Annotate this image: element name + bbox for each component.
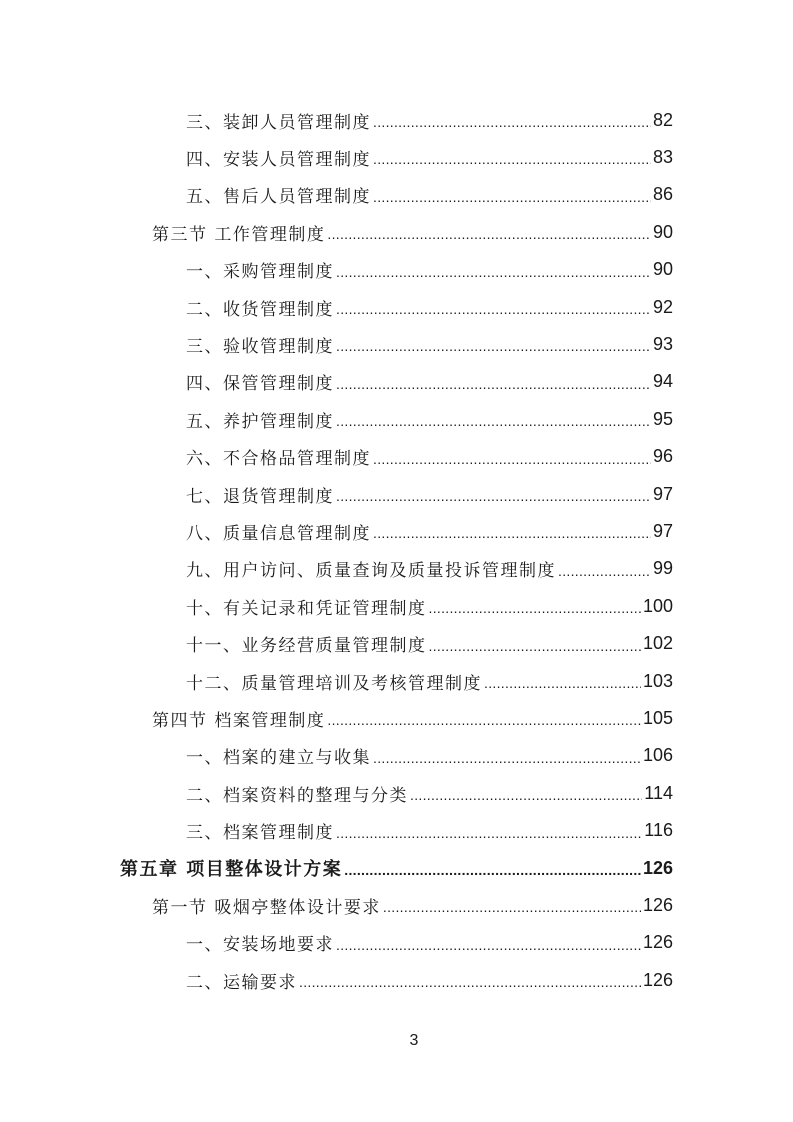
toc-entry-page: 126 xyxy=(642,969,673,990)
toc-entry-title: 四、保管管理制度 xyxy=(186,374,334,395)
toc-item-entry[interactable] xyxy=(186,179,673,211)
toc-entry-title: 三、验收管理制度 xyxy=(186,336,334,357)
dot-leader xyxy=(373,521,651,541)
toc-entry-page: 92 xyxy=(652,296,673,317)
toc-item-entry[interactable] xyxy=(186,478,673,510)
toc-entry-page: 114 xyxy=(644,782,673,803)
toc-item-entry[interactable] xyxy=(186,441,673,473)
dot-leader xyxy=(429,634,641,654)
toc-item-entry[interactable] xyxy=(186,515,673,547)
toc-entry-title: 三、装卸人员管理制度 xyxy=(186,112,371,133)
toc-section-entry[interactable] xyxy=(152,702,673,734)
dot-leader xyxy=(336,821,642,841)
dot-leader xyxy=(383,895,641,915)
toc-entry-title: 二、收货管理制度 xyxy=(186,299,334,320)
toc-entry-page: 126 xyxy=(642,894,673,915)
dot-leader xyxy=(429,596,641,616)
toc-entry-page: 97 xyxy=(652,520,673,541)
toc-entry-page: 86 xyxy=(652,184,673,205)
toc-item-entry[interactable] xyxy=(186,777,673,809)
dot-leader xyxy=(336,297,651,317)
toc-entry-page: 105 xyxy=(642,707,673,728)
toc-entry-page: 106 xyxy=(642,745,673,766)
toc-item-entry[interactable] xyxy=(186,141,673,173)
toc-entry-title: 六、不合格品管理制度 xyxy=(186,449,371,470)
dot-leader xyxy=(336,260,651,280)
toc-entry-title: 第五章 项目整体设计方案 xyxy=(120,859,343,880)
dot-leader xyxy=(336,409,651,429)
toc-section-entry[interactable] xyxy=(152,889,673,921)
toc-item-entry[interactable] xyxy=(186,403,673,435)
dot-leader xyxy=(344,858,641,878)
toc-entry-page: 100 xyxy=(642,595,673,616)
toc-entry-title: 第一节 吸烟亭整体设计要求 xyxy=(152,897,381,918)
toc-item-entry[interactable] xyxy=(186,628,673,660)
toc-item-entry[interactable] xyxy=(186,740,673,772)
toc-entry-page: 93 xyxy=(652,333,673,354)
toc-item-entry[interactable] xyxy=(186,927,673,959)
toc-entry-title: 四、安装人员管理制度 xyxy=(186,149,371,170)
toc-entry-page: 96 xyxy=(652,446,673,467)
toc-entry-title: 十二、质量管理培训及考核管理制度 xyxy=(186,673,482,694)
toc-entry-page: 126 xyxy=(642,857,673,878)
dot-leader xyxy=(336,372,651,392)
toc-entry-title: 五、养护管理制度 xyxy=(186,411,334,432)
dot-leader xyxy=(373,110,651,130)
toc-entry-title: 九、用户访问、质量查询及质量投诉管理制度 xyxy=(186,561,556,582)
toc-entry-title: 二、运输要求 xyxy=(186,972,297,993)
toc-entry-title: 一、采购管理制度 xyxy=(186,262,334,283)
dot-leader xyxy=(327,708,641,728)
toc-entry-page: 126 xyxy=(642,932,673,953)
toc-entry-page: 97 xyxy=(652,483,673,504)
dot-leader xyxy=(373,746,641,766)
toc-entry-title: 一、档案的建立与收集 xyxy=(186,748,371,769)
toc-item-entry[interactable] xyxy=(186,366,673,398)
toc-entry-page: 95 xyxy=(652,408,673,429)
toc-entry-title: 五、售后人员管理制度 xyxy=(186,187,371,208)
dot-leader xyxy=(336,484,651,504)
toc-entry-title: 十一、业务经营质量管理制度 xyxy=(186,636,427,657)
dot-leader xyxy=(336,933,641,953)
dot-leader xyxy=(327,222,651,242)
toc-entry-title: 八、质量信息管理制度 xyxy=(186,523,371,544)
dot-leader xyxy=(336,334,651,354)
toc-entry-title: 第四节 档案管理制度 xyxy=(152,710,326,731)
toc-item-entry[interactable] xyxy=(186,964,673,996)
toc-item-entry[interactable] xyxy=(186,665,673,697)
page-number: 3 xyxy=(409,1032,419,1049)
toc-item-entry[interactable] xyxy=(186,590,673,622)
toc-entry-page: 90 xyxy=(652,221,673,242)
dot-leader xyxy=(373,147,651,167)
dot-leader xyxy=(373,447,651,467)
toc-entry-page: 103 xyxy=(642,670,673,691)
toc-entry-page: 102 xyxy=(642,633,673,654)
dot-leader xyxy=(299,970,641,990)
toc-entry-page: 99 xyxy=(652,558,673,579)
toc-entry-page: 116 xyxy=(644,820,673,841)
toc-entry-page: 94 xyxy=(652,371,673,392)
toc-chapter-entry[interactable] xyxy=(120,852,673,884)
toc-entry-title: 七、退货管理制度 xyxy=(186,486,334,507)
toc-item-entry[interactable] xyxy=(186,254,673,286)
toc-entry-page: 90 xyxy=(652,259,673,280)
toc-item-entry[interactable] xyxy=(186,815,673,847)
dot-leader xyxy=(558,559,651,579)
toc-entry-title: 三、档案管理制度 xyxy=(186,823,334,844)
toc-entry-title: 第三节 工作管理制度 xyxy=(152,224,326,245)
toc-item-entry[interactable] xyxy=(186,104,673,136)
toc-entry-title: 二、档案资料的整理与分类 xyxy=(186,785,408,806)
dot-leader xyxy=(410,783,642,803)
toc-item-entry[interactable] xyxy=(186,291,673,323)
toc-entry-page: 82 xyxy=(652,109,673,130)
dot-leader xyxy=(373,185,651,205)
toc-entry-page: 83 xyxy=(652,146,673,167)
toc-entry-title: 一、安装场地要求 xyxy=(186,935,334,956)
dot-leader xyxy=(484,671,641,691)
toc-item-entry[interactable] xyxy=(186,328,673,360)
toc-section-entry[interactable] xyxy=(152,216,673,248)
toc-item-entry[interactable] xyxy=(186,553,673,585)
toc-entry-title: 十、有关记录和凭证管理制度 xyxy=(186,598,427,619)
